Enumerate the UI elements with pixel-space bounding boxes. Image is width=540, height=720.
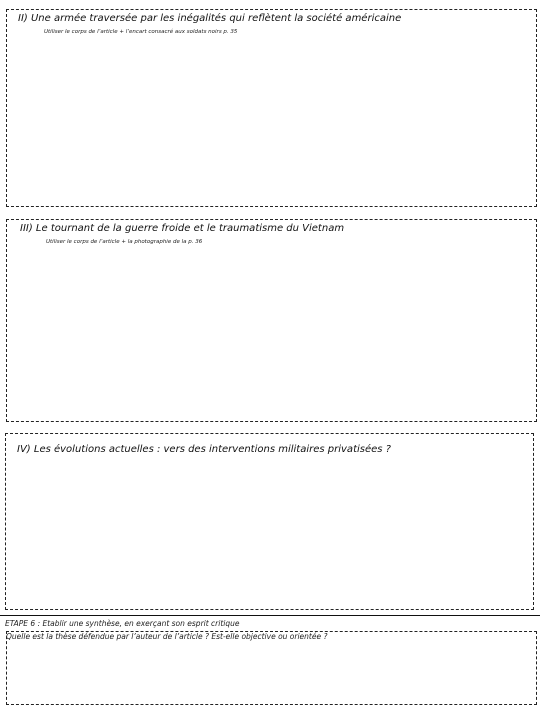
section-ii-answer-box[interactable] [6,9,537,207]
section-ii-heading: II) Une armée traversée par les inégalités qui reflètent la société américaine [18,13,402,24]
synthesis-rule [0,615,540,616]
section-iv-answer-box[interactable] [5,433,534,610]
section-iii-answer-box[interactable] [6,219,537,422]
synthesis-heading: ETAPE 6 : Etablir une synthèse, en exerçant son esprit critique [5,619,240,628]
section-iii-instruction: Utiliser le corps de l’article + la photographie de la p. 36 [46,239,203,245]
section-ii-instruction: Utiliser le corps de l’article + l’encart consacré aux soldats noirs p. 35 [44,29,238,35]
synthesis-question: Quelle est la thèse défendue par l’auteur de l’article ? Est-elle objective ou orientée ? [6,632,328,641]
section-iv-heading: IV) Les évolutions actuelles : vers des interventions militaires privatisées ? [17,444,391,455]
synthesis-answer-box[interactable] [6,631,537,705]
section-iii-heading: III) Le tournant de la guerre froide et le traumatisme du Vietnam [20,223,345,234]
